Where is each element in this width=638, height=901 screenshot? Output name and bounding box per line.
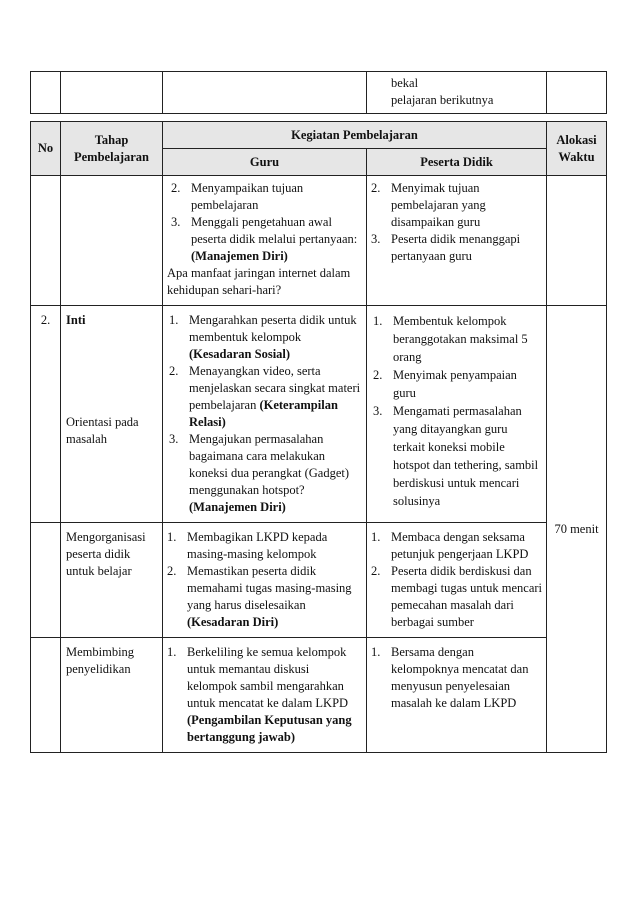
list-item: 1. Berkeliling ke semua kelompok untuk memantau diskusi kelompok sambil mengarahkan untuk mencatat ke dalam LKPD (Pengambilan Keputusan yang bertanggung jawab)	[167, 645, 352, 744]
header-kegiatan: Kegiatan Pembelajaran	[163, 122, 547, 149]
list-item: 2. Memastikan peserta didik memahami tugas masing-masing yang harus diselesaikan (Kesadaran Diri)	[167, 564, 352, 629]
top-continuation-table	[30, 71, 607, 114]
list-item: 1. Bersama dengan kelompoknya mencatat dan menyusun penyelesaian masalah ke dalam LKPD	[371, 645, 529, 710]
alokasi-cell	[547, 176, 607, 306]
list-item: 3. Menggali pengetahuan awal peserta didik melalui pertanyaan: (Manajemen Diri)	[171, 215, 358, 263]
guru-cell	[163, 306, 367, 523]
list-item: 1. Membaca dengan seksama petunjuk pengerjaan LKPD	[371, 530, 529, 561]
list-item: 3. Mengajukan permasalahan bagaimana cara melakukan koneksi dua perangkat (Gadget) menggunakan hotspot? (Manajemen Diri)	[169, 432, 350, 514]
guru-list	[167, 180, 362, 265]
tahap-cell: Membimbing penyelidikan	[61, 638, 163, 753]
guru-question: Apa manfaat jaringan internet dalam kehidupan sehari-hari?	[167, 266, 351, 297]
guru-cell	[163, 523, 367, 638]
header-peserta: Peserta Didik	[367, 149, 547, 176]
list-item: 2. Peserta didik berdiskusi dan membagi tugas untuk mencari pemecahan masalah dari berbagai sumber	[371, 564, 543, 629]
tahap-title: Inti	[66, 313, 86, 327]
peserta-cell	[367, 176, 547, 306]
guru-cell	[163, 72, 367, 114]
peserta-list	[371, 180, 542, 265]
table-row	[31, 638, 607, 753]
peserta-cell	[367, 306, 547, 523]
guru-list	[167, 529, 362, 631]
no-cell	[31, 72, 61, 114]
no-cell	[31, 523, 61, 638]
list-item: 2. Menyampaikan tujuan pembelajaran	[171, 181, 304, 212]
guru-cell	[163, 638, 367, 753]
peserta-line: pelajaran berikutnya	[391, 93, 494, 107]
list-item: 2. Menyimak penyampaian guru	[373, 368, 517, 400]
tahap-cell	[61, 72, 163, 114]
peserta-cell	[367, 638, 547, 753]
list-item: 2. Menayangkan video, serta menjelaskan secara singkat materi pembelajaran (Keterampilan Relasi)	[169, 364, 361, 429]
table-row	[31, 72, 607, 114]
peserta-list	[373, 312, 542, 510]
list-item: 1. Membagikan LKPD kepada masing-masing kelompok	[167, 530, 328, 561]
table-row	[31, 306, 607, 523]
tahap-cell: Mengorganisasi peserta didik untuk belajar	[61, 523, 163, 638]
header-alokasi: Alokasi Waktu	[547, 122, 607, 176]
list-item: 1. Mengarahkan peserta didik untuk membentuk kelompok (Kesadaran Sosial)	[169, 313, 357, 361]
header-tahap: Tahap Pembelajaran	[61, 122, 163, 176]
header-guru: Guru	[163, 149, 367, 176]
no-cell: 2.	[31, 306, 61, 523]
no-cell	[31, 638, 61, 753]
guru-list	[169, 312, 362, 516]
tahap-sub: Orientasi pada masalah	[66, 415, 139, 446]
header-no: No	[31, 122, 61, 176]
guru-list	[167, 644, 362, 746]
peserta-cell	[367, 72, 547, 114]
list-item: 1. Membentuk kelompok beranggotakan maksimal 5 orang	[373, 314, 528, 364]
list-item: 3. Peserta didik menanggapi pertanyaan guru	[371, 232, 521, 263]
peserta-cell	[367, 523, 547, 638]
peserta-list	[371, 644, 542, 712]
guru-cell	[163, 176, 367, 306]
peserta-list	[371, 529, 542, 631]
list-item: 3. Mengamati permasalahan yang ditayangkan guru terkait koneksi mobile hotspot dan tethering, sambil berdiskusi untuk mencari solusinya	[373, 404, 539, 508]
list-item: 2. Menyimak tujuan pembelajaran yang disampaikan guru	[371, 181, 486, 229]
alokasi-cell: 70 menit	[547, 306, 607, 753]
table-row	[31, 523, 607, 638]
alokasi-cell	[547, 72, 607, 114]
no-cell	[31, 176, 61, 306]
peserta-line: bekal	[391, 76, 419, 90]
tahap-cell	[61, 176, 163, 306]
tahap-cell	[61, 306, 163, 523]
lesson-plan-table	[30, 121, 607, 753]
table-row	[31, 176, 607, 306]
header-row	[31, 122, 607, 149]
